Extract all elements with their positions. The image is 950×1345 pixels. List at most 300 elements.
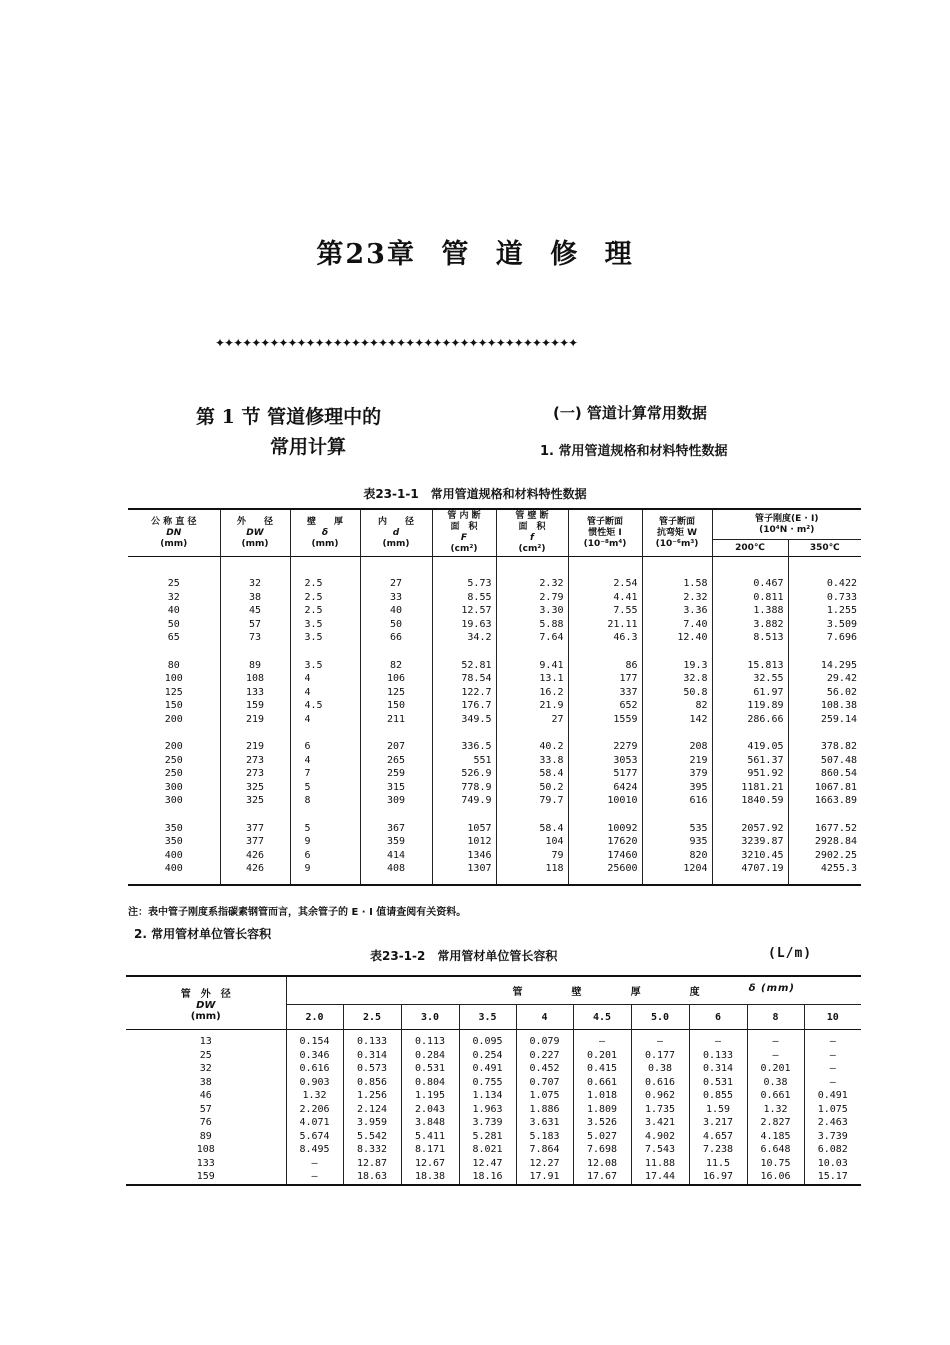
cell-inertia: 10010 xyxy=(568,794,642,808)
cell-outer-diameter: 13 xyxy=(199,1036,212,1047)
spacer-cell xyxy=(360,808,432,822)
cell-volume: 0.616 xyxy=(286,1062,343,1076)
cell-volume: — xyxy=(573,1030,631,1049)
cell-volume: 1.59 xyxy=(689,1103,747,1117)
cell-inertia: 5177 xyxy=(568,767,642,781)
cell-inner-diameter: 82 xyxy=(360,659,432,673)
cell-volume: 2.124 xyxy=(343,1103,401,1117)
cell-stiffness-200: 61.97 xyxy=(712,686,788,700)
cell-volume: 0.154 xyxy=(286,1030,343,1049)
header-text: 管 外 径 xyxy=(180,988,231,1000)
cell-inner-area: 1012 xyxy=(432,835,496,849)
table-row xyxy=(128,672,861,686)
cell-inner-diameter: 359 xyxy=(360,835,432,849)
cell-outer-diameter: 89 xyxy=(199,1130,212,1142)
cell-inner-diameter: 125 xyxy=(360,686,432,700)
unit-volume-table xyxy=(126,975,861,1186)
header-thickness: 3.5 xyxy=(459,1005,516,1030)
header-text: 管子断面 xyxy=(658,516,695,527)
table-row xyxy=(128,862,861,876)
table1-note: 注：表中管子刚度系指碳素钢管而言，其余管子的 E · I 值请查阅有关资料。 xyxy=(128,907,467,918)
cell-wall-area: 5.88 xyxy=(496,618,568,632)
cell-inertia: 21.11 xyxy=(568,618,642,632)
cell-stiffness-350: 259.14 xyxy=(820,713,857,725)
cell-volume: 3.959 xyxy=(343,1116,401,1130)
cell-volume: 0.661 xyxy=(573,1076,631,1090)
chapter-char: 道 xyxy=(495,239,525,270)
cell-volume: 4.185 xyxy=(747,1130,804,1144)
cell-inertia: 652 xyxy=(568,699,642,713)
cell-volume: 12.08 xyxy=(573,1157,631,1171)
cell-section-modulus: 208 xyxy=(642,740,712,754)
cell-volume: 3.739 xyxy=(804,1130,861,1144)
table-row xyxy=(126,1089,861,1103)
cell-wall: 9 xyxy=(290,835,360,849)
cell-volume: 18.63 xyxy=(343,1170,401,1185)
spacer-cell xyxy=(220,808,290,822)
spacer-cell xyxy=(432,557,496,578)
spacer-cell xyxy=(788,557,861,578)
header-stiffness xyxy=(712,509,861,540)
header-id xyxy=(360,509,432,557)
cell-wall: 4 xyxy=(290,713,360,727)
table-row xyxy=(128,659,861,673)
cell-dw: 377 xyxy=(220,835,290,849)
cell-volume: 0.573 xyxy=(343,1062,401,1076)
cell-dw: 73 xyxy=(220,631,290,645)
cell-inner-area: 122.7 xyxy=(432,686,496,700)
cell-volume: 18.38 xyxy=(401,1170,459,1185)
table-row xyxy=(128,686,861,700)
spacer-cell xyxy=(128,557,220,578)
spacer-cell xyxy=(496,726,568,740)
spacer-cell xyxy=(128,645,220,659)
cell-dw: 159 xyxy=(220,699,290,713)
header-char: 厚 xyxy=(630,987,642,998)
cell-wall: 4 xyxy=(290,754,360,768)
spacer-cell xyxy=(290,808,360,822)
cell-volume: 5.183 xyxy=(516,1130,573,1144)
header-thickness: 3.0 xyxy=(401,1005,459,1030)
spacer-cell xyxy=(128,876,220,885)
cell-volume: 2.463 xyxy=(804,1116,861,1130)
spacer-cell xyxy=(788,876,861,885)
header-unit: (10⁻⁸m⁴) xyxy=(583,538,627,549)
cell-volume: 1.075 xyxy=(516,1089,573,1103)
cell-dw: 426 xyxy=(220,849,290,863)
cell-stiffness-350: 3.509 xyxy=(826,618,857,630)
cell-wall-area: 16.2 xyxy=(496,686,568,700)
cell-wall-area: 40.2 xyxy=(496,740,568,754)
header-text: 管 壁 断 xyxy=(515,511,549,521)
cell-volume: 6.648 xyxy=(747,1143,804,1157)
cell-inner-diameter: 106 xyxy=(360,672,432,686)
cell-inner-diameter: 259 xyxy=(360,767,432,781)
spacer-cell xyxy=(432,808,496,822)
cell-wall: 7 xyxy=(290,767,360,781)
cell-volume: 8.332 xyxy=(343,1143,401,1157)
cell-wall-area: 79.7 xyxy=(496,794,568,808)
spacer-cell xyxy=(568,645,642,659)
cell-dn: 350 xyxy=(128,835,220,849)
header-unit: (10⁻⁶m³) xyxy=(655,538,699,549)
cell-volume: 0.962 xyxy=(631,1089,689,1103)
spacer-cell xyxy=(712,557,788,578)
spacer-cell xyxy=(496,557,568,578)
header-text: 抗弯矩 W xyxy=(656,527,698,538)
cell-wall: 2.5 xyxy=(290,604,360,618)
cell-inertia: 1559 xyxy=(568,713,642,727)
cell-inertia: 3053 xyxy=(568,754,642,768)
header-char: 管 xyxy=(512,987,524,998)
cell-wall: 8 xyxy=(290,794,360,808)
header-unit: (mm) xyxy=(311,538,339,549)
spacer-cell xyxy=(220,645,290,659)
cell-inertia: 10092 xyxy=(568,822,642,836)
header-text: 外 径 xyxy=(236,516,273,527)
cell-stiffness-350: 7.696 xyxy=(826,632,857,643)
table-row xyxy=(128,781,861,795)
cell-wall-area: 13.1 xyxy=(496,672,568,686)
header-thickness: 2.0 xyxy=(286,1005,343,1030)
cell-dw: 108 xyxy=(220,672,290,686)
item-heading-2: 2. 常用管材单位管长容积 xyxy=(134,927,272,941)
cell-volume: 0.314 xyxy=(689,1062,747,1076)
header-text: 惯性矩 I xyxy=(588,527,622,538)
spacer-cell xyxy=(788,645,861,659)
table-row xyxy=(128,577,861,591)
cell-volume: 3.421 xyxy=(631,1116,689,1130)
cell-volume: 11.88 xyxy=(631,1157,689,1171)
spacer-cell xyxy=(642,645,712,659)
cell-volume: 3.631 xyxy=(516,1116,573,1130)
spacer-cell xyxy=(642,726,712,740)
header-text: 内 径 xyxy=(377,516,414,527)
cell-dw: 45 xyxy=(220,604,290,618)
cell-dw: 273 xyxy=(220,754,290,768)
cell-inner-diameter: 50 xyxy=(360,618,432,632)
cell-volume: 0.227 xyxy=(516,1049,573,1063)
cell-stiffness-200: 3210.45 xyxy=(712,849,788,863)
cell-stiffness-350: 0.733 xyxy=(826,591,857,603)
cell-volume: 3.526 xyxy=(573,1116,631,1130)
cell-inner-diameter: 408 xyxy=(360,862,432,876)
cell-inner-area: 34.2 xyxy=(432,631,496,645)
section-heading-line2: 常用计算 xyxy=(270,436,347,458)
spacer-cell xyxy=(788,726,861,740)
cell-stiffness-200: 286.66 xyxy=(712,713,788,727)
cell-wall: 2.5 xyxy=(290,577,360,591)
table-row xyxy=(126,1143,861,1157)
cell-dn: 300 xyxy=(128,794,220,808)
cell-stiffness-350: 0.422 xyxy=(826,578,857,589)
header-inner-area xyxy=(432,509,496,557)
header-text: 管 内 断 xyxy=(447,511,481,521)
cell-volume: 0.415 xyxy=(573,1062,631,1076)
header-temp-200: 200℃ xyxy=(712,540,788,557)
cell-section-modulus: 219 xyxy=(642,754,712,768)
chapter-char: 管 xyxy=(441,239,471,270)
cell-wall: 3.5 xyxy=(290,618,360,632)
cell-volume: 7.698 xyxy=(573,1143,631,1157)
table-row xyxy=(126,1130,861,1144)
header-text: 壁 厚 xyxy=(306,516,343,527)
header-unit: (cm²) xyxy=(450,544,478,554)
cell-volume: 5.027 xyxy=(573,1130,631,1144)
cell-wall-area: 2.32 xyxy=(496,577,568,591)
spacer-cell xyxy=(290,726,360,740)
group-spacer xyxy=(128,876,861,885)
cell-stiffness-200: 4707.19 xyxy=(712,862,788,876)
cell-dw: 273 xyxy=(220,767,290,781)
cell-dn: 32 xyxy=(128,591,220,605)
decorative-divider: ✦✦✦✦✦✦✦✦✦✦✦✦✦✦✦✦✦✦✦✦✦✦✦✦✦✦✦✦✦✦✦✦✦✦✦✦✦✦✦✦ xyxy=(215,336,578,350)
spacer-cell xyxy=(568,808,642,822)
cell-section-modulus: 142 xyxy=(642,713,712,727)
table-row xyxy=(128,631,861,645)
cell-wall-area: 21.9 xyxy=(496,699,568,713)
table-row xyxy=(128,618,861,632)
cell-volume: 3.739 xyxy=(459,1116,516,1130)
cell-section-modulus: 395 xyxy=(642,781,712,795)
cell-volume: — xyxy=(631,1030,689,1049)
cell-volume: — xyxy=(804,1049,861,1063)
cell-inertia: 6424 xyxy=(568,781,642,795)
cell-wall-area: 58.4 xyxy=(496,767,568,781)
cell-volume: 0.177 xyxy=(631,1049,689,1063)
cell-wall-area: 58.4 xyxy=(496,822,568,836)
cell-dw: 325 xyxy=(220,794,290,808)
cell-wall-area: 50.2 xyxy=(496,781,568,795)
cell-stiffness-350: 2902.25 xyxy=(814,849,857,861)
cell-inertia: 17460 xyxy=(568,849,642,863)
table-row xyxy=(126,1049,861,1063)
cell-volume: 12.87 xyxy=(343,1157,401,1171)
cell-stiffness-350: 108.38 xyxy=(820,700,857,711)
chapter-title xyxy=(0,232,950,271)
cell-stiffness-200: 419.05 xyxy=(712,740,788,754)
cell-volume: 0.38 xyxy=(631,1062,689,1076)
group-spacer xyxy=(128,645,861,659)
cell-inertia: 337 xyxy=(568,686,642,700)
cell-inner-area: 1346 xyxy=(432,849,496,863)
cell-stiffness-200: 951.92 xyxy=(712,767,788,781)
table-row xyxy=(128,835,861,849)
cell-volume: — xyxy=(747,1049,804,1063)
table-row xyxy=(128,794,861,808)
header-text: 管子断面 xyxy=(586,516,623,527)
cell-inertia: 177 xyxy=(568,672,642,686)
cell-volume: 1.32 xyxy=(747,1103,804,1117)
spacer-cell xyxy=(360,557,432,578)
cell-stiffness-350: 1067.81 xyxy=(814,781,857,793)
cell-stiffness-200: 1840.59 xyxy=(712,794,788,808)
cell-wall-area: 104 xyxy=(496,835,568,849)
cell-stiffness-200: 32.55 xyxy=(712,672,788,686)
header-temp-350: 350℃ xyxy=(788,540,861,557)
cell-outer-diameter: 159 xyxy=(196,1171,215,1182)
cell-section-modulus: 12.40 xyxy=(642,631,712,645)
header-thickness: 4 xyxy=(516,1005,573,1030)
header-unit: (cm²) xyxy=(518,544,546,554)
cell-stiffness-350: 14.295 xyxy=(820,659,857,671)
cell-volume: 16.06 xyxy=(747,1170,804,1185)
group-spacer xyxy=(128,726,861,740)
header-thickness: 10 xyxy=(804,1005,861,1030)
cell-dn: 50 xyxy=(128,618,220,632)
cell-section-modulus: 820 xyxy=(642,849,712,863)
cell-stiffness-200: 561.37 xyxy=(712,754,788,768)
cell-stiffness-350: 29.42 xyxy=(826,673,857,684)
header-thickness: 8 xyxy=(747,1005,804,1030)
cell-inertia: 4.41 xyxy=(568,591,642,605)
cell-volume: 10.75 xyxy=(747,1157,804,1171)
cell-volume: 1.886 xyxy=(516,1103,573,1117)
header-text: 公 称 直 径 xyxy=(151,516,197,527)
cell-inner-area: 336.5 xyxy=(432,740,496,754)
cell-dn: 400 xyxy=(128,849,220,863)
cell-wall: 9 xyxy=(290,862,360,876)
cell-inner-area: 176.7 xyxy=(432,699,496,713)
cell-inner-diameter: 66 xyxy=(360,631,432,645)
cell-dn: 65 xyxy=(128,631,220,645)
cell-wall: 6 xyxy=(290,740,360,754)
cell-volume: 0.491 xyxy=(459,1062,516,1076)
header-char: 度 xyxy=(689,987,701,998)
cell-dn: 125 xyxy=(128,686,220,700)
cell-inner-area: 349.5 xyxy=(432,713,496,727)
header-symbol: δ xyxy=(321,527,329,538)
header-unit: (mm) xyxy=(190,1010,221,1022)
table1-caption: 表23-1-1 常用管道规格和材料特性数据 xyxy=(363,487,587,501)
cell-volume: 12.47 xyxy=(459,1157,516,1171)
cell-volume: 4.902 xyxy=(631,1130,689,1144)
cell-wall-area: 33.8 xyxy=(496,754,568,768)
cell-stiffness-350: 378.82 xyxy=(820,741,857,752)
cell-outer-diameter: 46 xyxy=(199,1090,212,1101)
cell-volume: 17.67 xyxy=(573,1170,631,1185)
header-unit: (10⁴N · m²) xyxy=(759,524,815,535)
cell-dw: 426 xyxy=(220,862,290,876)
cell-inner-area: 78.54 xyxy=(432,672,496,686)
cell-volume: 7.238 xyxy=(689,1143,747,1157)
cell-volume: 0.491 xyxy=(804,1089,861,1103)
spacer-cell xyxy=(788,808,861,822)
spacer-cell xyxy=(290,645,360,659)
header-unit: (mm) xyxy=(241,538,269,549)
cell-volume: — xyxy=(286,1157,343,1171)
header-wall-thickness xyxy=(286,976,861,1005)
cell-volume: 0.38 xyxy=(747,1076,804,1090)
cell-dn: 250 xyxy=(128,754,220,768)
cell-volume: 0.531 xyxy=(689,1076,747,1090)
group-spacer xyxy=(128,557,861,578)
cell-inner-area: 778.9 xyxy=(432,781,496,795)
cell-dw: 57 xyxy=(220,618,290,632)
cell-dw: 38 xyxy=(220,591,290,605)
table-row xyxy=(126,1062,861,1076)
cell-volume: 0.855 xyxy=(689,1089,747,1103)
cell-volume: 0.903 xyxy=(286,1076,343,1090)
header-unit: δ (mm) xyxy=(748,983,795,994)
cell-section-modulus: 82 xyxy=(642,699,712,713)
header-symbol: DN xyxy=(166,527,182,538)
cell-stiffness-200: 0.467 xyxy=(712,577,788,591)
header-unit: (mm) xyxy=(382,538,410,549)
chapter-char: 修 xyxy=(550,239,580,270)
cell-dw: 32 xyxy=(220,577,290,591)
cell-volume: 0.804 xyxy=(401,1076,459,1090)
spacer-cell xyxy=(432,726,496,740)
spacer-cell xyxy=(220,726,290,740)
header-thickness: 4.5 xyxy=(573,1005,631,1030)
cell-section-modulus: 32.8 xyxy=(642,672,712,686)
cell-volume: — xyxy=(804,1030,861,1049)
header-thickness: 6 xyxy=(689,1005,747,1030)
cell-wall-area: 7.64 xyxy=(496,631,568,645)
chapter-number: 第23章 xyxy=(316,239,416,270)
cell-volume: 0.133 xyxy=(343,1030,401,1049)
header-wall xyxy=(290,509,360,557)
cell-stiffness-200: 0.811 xyxy=(712,591,788,605)
table-row xyxy=(128,699,861,713)
cell-volume: 11.5 xyxy=(689,1157,747,1171)
header-text: 面 积 xyxy=(518,522,546,532)
cell-dn: 100 xyxy=(128,672,220,686)
cell-outer-diameter: 25 xyxy=(199,1049,212,1061)
cell-stiffness-350: 1677.52 xyxy=(814,822,857,834)
cell-outer-diameter: 57 xyxy=(199,1103,212,1115)
cell-dw: 325 xyxy=(220,781,290,795)
cell-dw: 219 xyxy=(220,740,290,754)
cell-stiffness-350: 507.48 xyxy=(820,754,857,766)
cell-wall: 2.5 xyxy=(290,591,360,605)
spacer-cell xyxy=(290,557,360,578)
header-inertia xyxy=(568,509,642,557)
cell-volume: 0.113 xyxy=(401,1030,459,1049)
cell-volume: 18.16 xyxy=(459,1170,516,1185)
cell-inner-area: 12.57 xyxy=(432,604,496,618)
cell-stiffness-350: 56.02 xyxy=(826,686,857,698)
header-unit: (mm) xyxy=(160,538,188,549)
spacer-cell xyxy=(568,557,642,578)
cell-dw: 89 xyxy=(220,659,290,673)
cell-volume: 0.201 xyxy=(747,1062,804,1076)
table-row xyxy=(128,754,861,768)
cell-outer-diameter: 133 xyxy=(196,1157,215,1169)
spacer-cell xyxy=(642,557,712,578)
cell-volume: 3.217 xyxy=(689,1116,747,1130)
cell-volume: 7.543 xyxy=(631,1143,689,1157)
cell-wall-area: 9.41 xyxy=(496,659,568,673)
spacer-cell xyxy=(290,876,360,885)
spacer-cell xyxy=(360,726,432,740)
cell-volume: — xyxy=(286,1170,343,1185)
cell-volume: 5.281 xyxy=(459,1130,516,1144)
spacer-cell xyxy=(642,808,712,822)
header-outer-diameter xyxy=(126,976,286,1030)
cell-volume: 5.411 xyxy=(401,1130,459,1144)
cell-volume: 8.495 xyxy=(286,1143,343,1157)
header-text: 管子刚度(E · I) xyxy=(755,513,819,524)
cell-dw: 133 xyxy=(220,686,290,700)
table-row xyxy=(128,604,861,618)
cell-volume: 7.864 xyxy=(516,1143,573,1157)
cell-volume: 1.963 xyxy=(459,1103,516,1117)
cell-outer-diameter: 76 xyxy=(199,1117,212,1128)
cell-stiffness-200: 15.813 xyxy=(712,659,788,673)
cell-inner-area: 52.81 xyxy=(432,659,496,673)
